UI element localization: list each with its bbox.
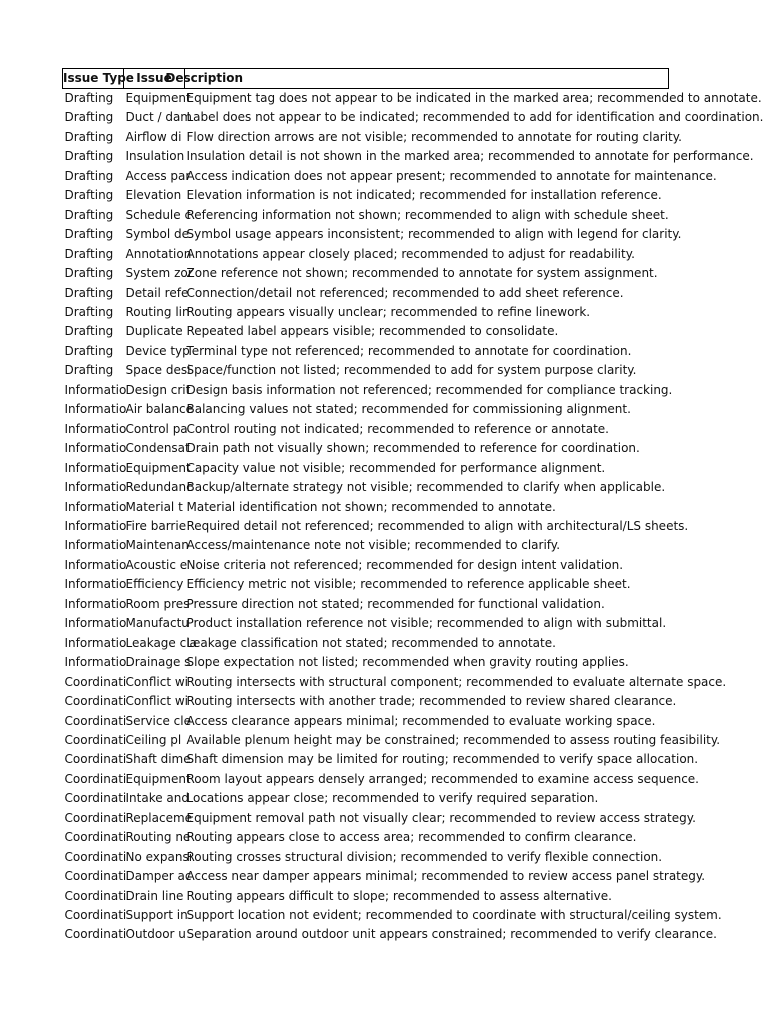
cell-issue[interactable]: Equipment	[125, 771, 191, 786]
table-row	[63, 264, 669, 283]
cell-issue-type[interactable]: Coordinati	[64, 713, 127, 728]
cell-description[interactable]: Repeated label appears visible; recommended to consolidate.	[186, 324, 559, 339]
cell-issue-type[interactable]: Drafting	[64, 246, 114, 261]
table-row	[63, 770, 669, 789]
cell-issue-type[interactable]: Drafting	[64, 285, 114, 300]
table-row	[63, 498, 669, 517]
cell-description[interactable]: Separation around outdoor unit appears constrained; recommended to verify clearance.	[186, 927, 717, 942]
cell-issue-type[interactable]: Coordinati	[64, 810, 127, 825]
table-row	[63, 342, 669, 361]
table-row	[63, 848, 669, 867]
table-row	[63, 439, 669, 458]
cell-issue-type[interactable]: Drafting	[64, 227, 114, 242]
cell-issue-type[interactable]: Informatio	[64, 635, 127, 650]
cell-issue[interactable]: Leakage cla	[125, 635, 197, 650]
cell-description[interactable]: Locations appear close; recommended to verify required separation.	[186, 791, 599, 806]
cell-issue[interactable]: Elevation	[125, 188, 182, 203]
cell-description[interactable]: Capacity value not visible; recommended for performance alignment.	[186, 460, 606, 475]
table-row	[63, 828, 669, 847]
cell-issue[interactable]: System zor	[125, 266, 193, 281]
cell-issue[interactable]: Service cle	[125, 713, 191, 728]
cell-description[interactable]: Access indication does not appear present; recommended to annotate for maintenance.	[186, 168, 717, 183]
table-row	[63, 750, 669, 769]
cell-issue[interactable]: Conflict wi	[125, 694, 188, 709]
cell-issue[interactable]: Fire barrie	[125, 518, 187, 533]
cell-issue-type[interactable]: Drafting	[64, 304, 114, 319]
cell-issue-type[interactable]: Drafting	[64, 168, 114, 183]
cell-issue-type[interactable]: Drafting	[64, 207, 114, 222]
cell-description[interactable]: Routing appears close to access area; recommended to confirm clearance.	[186, 830, 637, 845]
cell-description[interactable]: Routing intersects with structural component; recommended to evaluate alternate space.	[186, 674, 727, 689]
cell-issue-type[interactable]: Drafting	[64, 188, 114, 203]
table-row	[63, 653, 669, 672]
cell-issue[interactable]: Design crit	[125, 382, 191, 397]
cell-issue[interactable]: Annotation	[125, 246, 192, 261]
cell-description[interactable]: Slope expectation not listed; recommended when gravity routing applies.	[186, 655, 629, 670]
cell-description[interactable]: Shaft dimension may be limited for routing; recommended to verify space allocation.	[186, 752, 699, 767]
cell-issue-type[interactable]: Informatio	[64, 557, 127, 572]
cell-description[interactable]: Control routing not indicated; recommended to reference or annotate.	[186, 421, 609, 436]
cell-description[interactable]: Annotations appear closely placed; recommended to adjust for readability.	[186, 246, 635, 261]
table-row	[63, 789, 669, 808]
cell-issue-type[interactable]: Drafting	[64, 266, 114, 281]
cell-issue-type[interactable]: Informatio	[64, 480, 127, 495]
cell-description[interactable]: Available plenum height may be constrained; recommended to assess routing feasibility.	[186, 732, 721, 747]
cell-description[interactable]: Backup/alternate strategy not visible; recommended to clarify when applicable.	[186, 480, 666, 495]
cell-issue[interactable]: Drain line	[125, 888, 184, 903]
cell-description[interactable]: Pressure direction not stated; recommended for functional validation.	[186, 596, 605, 611]
cell-issue[interactable]: No expansi	[125, 849, 193, 864]
cell-description[interactable]: Routing crosses structural division; recommended to verify flexible connection.	[186, 849, 663, 864]
cell-issue-type[interactable]: Informatio	[64, 382, 127, 397]
table-row	[63, 595, 669, 614]
table-row	[63, 731, 669, 750]
cell-description[interactable]: Drain path not visually shown; recommended to reference for coordination.	[186, 441, 640, 456]
table-row	[63, 89, 669, 109]
cell-description[interactable]: Routing appears visually unclear; recommended to refine linework.	[186, 304, 591, 319]
cell-description[interactable]: Design basis information not referenced; recommended for compliance tracking.	[186, 382, 673, 397]
table-row	[63, 906, 669, 925]
cell-issue[interactable]: Shaft dime	[125, 752, 191, 767]
table-row	[63, 887, 669, 906]
table-row	[63, 673, 669, 692]
table-row	[63, 634, 669, 653]
cell-description[interactable]: Zone reference not shown; recommended to annotate for system assignment.	[186, 266, 658, 281]
cell-issue[interactable]: Schedule c	[125, 207, 192, 222]
cell-issue[interactable]: Condensat	[125, 441, 190, 456]
cell-description[interactable]: Noise criteria not referenced; recommended for design intent validation.	[186, 557, 624, 572]
cell-description[interactable]: Label does not appear to be indicated; recommended to add for identification and coordination.	[186, 110, 764, 125]
cell-issue[interactable]: Support in	[125, 908, 188, 923]
cell-issue[interactable]: Efficiency	[125, 577, 184, 592]
cell-issue[interactable]: Access par	[125, 168, 191, 183]
table-row	[63, 575, 669, 594]
cell-issue[interactable]: Material t	[125, 499, 183, 514]
cell-description[interactable]: Support location not evident; recommended to coordinate with structural/ceiling system.	[186, 908, 722, 923]
cell-issue-type[interactable]: Drafting	[64, 149, 114, 164]
cell-issue[interactable]: Symbol de	[125, 227, 190, 242]
cell-issue-type[interactable]: Coordinati	[64, 869, 127, 884]
header-row	[63, 69, 669, 89]
cell-description[interactable]: Routing intersects with another trade; recommended to review shared clearance.	[186, 694, 677, 709]
table-row	[63, 478, 669, 497]
cell-issue-type[interactable]: Informatio	[64, 596, 127, 611]
cell-description[interactable]: Access near damper appears minimal; recommended to review access panel strategy.	[186, 869, 706, 884]
cell-description[interactable]: Equipment tag does not appear to be indicated in the marked area; recommended to annotate.	[186, 91, 762, 105]
cell-description[interactable]: Leakage classification not stated; recommended to annotate.	[186, 635, 556, 650]
cell-description[interactable]: Product installation reference not visible; recommended to align with submittal.	[186, 616, 667, 631]
cell-issue[interactable]: Drainage s	[125, 655, 191, 670]
cell-description[interactable]: Referencing information not shown; recommended to align with schedule sheet.	[186, 207, 669, 222]
table-row	[63, 459, 669, 478]
cell-issue[interactable]: Replaceme	[125, 810, 193, 825]
cell-issue-type[interactable]: Informatio	[64, 518, 127, 533]
cell-issue[interactable]: Air balance	[125, 402, 194, 417]
cell-issue-type[interactable]: Informatio	[64, 421, 127, 436]
cell-description[interactable]: Room layout appears densely arranged; recommended to examine access sequence.	[186, 771, 699, 786]
table-row	[63, 128, 669, 147]
cell-issue[interactable]: Duct / dam	[125, 110, 192, 125]
cell-issue-type[interactable]: Drafting	[64, 343, 114, 358]
cell-issue[interactable]: Insulation	[125, 149, 185, 164]
cell-description[interactable]: Access/maintenance note not visible; recommended to clarify.	[186, 538, 561, 553]
table-row	[63, 303, 669, 322]
cell-issue[interactable]: Equipment	[125, 91, 191, 105]
cell-issue[interactable]: Control pa	[125, 421, 188, 436]
cell-issue-type[interactable]: Coordinati	[64, 849, 127, 864]
cell-issue-type[interactable]: Informatio	[64, 460, 127, 475]
cell-description[interactable]: Flow direction arrows are not visible; recommended to annotate for routing clarity.	[186, 129, 682, 144]
cell-issue-type[interactable]: Drafting	[64, 324, 114, 339]
cell-issue[interactable]: Maintenan	[125, 538, 189, 553]
cell-issue-type[interactable]: Informatio	[64, 402, 127, 417]
cell-issue-type[interactable]: Coordinati	[64, 791, 127, 806]
issues-table	[62, 68, 764, 945]
table-body	[63, 89, 764, 945]
table-row	[63, 284, 669, 303]
cell-issue-type[interactable]: Coordinati	[64, 694, 127, 709]
table-row	[63, 245, 669, 264]
cell-issue-type[interactable]: Coordinati	[64, 732, 127, 747]
cell-description[interactable]: Routing appears difficult to slope; recommended to assess alternative.	[186, 888, 612, 903]
cell-issue[interactable]: Intake and	[125, 791, 189, 806]
table-row	[63, 147, 669, 166]
cell-issue[interactable]: Device typ	[125, 343, 190, 358]
cell-issue[interactable]: Conflict wi	[125, 674, 188, 689]
cell-issue[interactable]: Redundanc	[125, 480, 193, 495]
header-description-label: Description	[165, 71, 243, 85]
table-row	[63, 400, 669, 419]
table-row	[63, 420, 669, 439]
cell-issue-type[interactable]: Coordinati	[64, 888, 127, 903]
cell-issue-type[interactable]: Informatio	[64, 499, 127, 514]
cell-issue-type[interactable]: Informatio	[64, 616, 127, 631]
table-row	[63, 614, 669, 633]
cell-issue[interactable]: Duplicate	[125, 324, 183, 339]
cell-issue[interactable]: Space desi	[125, 363, 191, 378]
cell-description[interactable]: Required detail not referenced; recommended to align with architectural/LS sheets.	[186, 518, 689, 533]
cell-issue[interactable]: Damper ac	[125, 869, 192, 884]
cell-issue-type[interactable]: Informatio	[64, 538, 127, 553]
table-row	[63, 206, 669, 225]
cell-issue[interactable]: Room pres	[125, 596, 190, 611]
cell-description[interactable]: Equipment removal path not visually clear; recommended to review access strategy.	[186, 810, 696, 825]
cell-issue-type[interactable]: Drafting	[64, 129, 114, 144]
table-row	[63, 867, 669, 886]
table-row	[63, 536, 669, 555]
cell-issue[interactable]: Acoustic e	[125, 557, 188, 572]
table-row	[63, 361, 669, 380]
table-row	[63, 322, 669, 341]
table-row	[63, 381, 669, 400]
table-row	[63, 556, 669, 575]
cell-issue-type[interactable]: Coordinati	[64, 830, 127, 845]
cell-description[interactable]: Terminal type not referenced; recommended to annotate for coordination.	[186, 343, 632, 358]
table-row	[63, 517, 669, 536]
table-row	[63, 167, 669, 186]
cell-description[interactable]: Elevation information is not indicated; recommended for installation reference.	[186, 188, 662, 203]
cell-issue[interactable]: Ceiling pl	[125, 732, 182, 747]
cell-issue[interactable]: Equipment	[125, 460, 191, 475]
cell-issue[interactable]: Routing ne	[125, 830, 191, 845]
cell-issue-type[interactable]: Coordinati	[64, 752, 127, 767]
cell-issue-type[interactable]: Coordinati	[64, 908, 127, 923]
cell-issue-type[interactable]: Informatio	[64, 441, 127, 456]
cell-description[interactable]: Symbol usage appears inconsistent; recommended to align with legend for clarity.	[186, 227, 682, 242]
cell-issue-type[interactable]: Coordinati	[64, 674, 127, 689]
cell-issue[interactable]: Outdoor u	[125, 927, 186, 942]
table-row	[63, 925, 669, 944]
header-issue[interactable]: Issue	[124, 69, 185, 89]
cell-issue-type[interactable]: Informatio	[64, 655, 127, 670]
cell-description[interactable]: Connection/detail not referenced; recommended to add sheet reference.	[186, 285, 624, 300]
cell-description[interactable]: Material identification not shown; recommended to annotate.	[186, 499, 556, 514]
cell-issue-type[interactable]: Informatio	[64, 577, 127, 592]
cell-issue[interactable]: Detail refe	[125, 285, 189, 300]
table-row	[63, 186, 669, 205]
cell-issue-type[interactable]: Coordinati	[64, 927, 127, 942]
cell-description[interactable]: Access clearance appears minimal; recommended to evaluate working space.	[186, 713, 656, 728]
cell-issue-type[interactable]: Drafting	[64, 110, 114, 125]
cell-issue[interactable]: Routing lin	[125, 304, 190, 319]
cell-description[interactable]: Space/function not listed; recommended to add for system purpose clarity.	[186, 363, 637, 378]
cell-issue-type[interactable]: Drafting	[64, 91, 114, 105]
cell-issue-type[interactable]: Coordinati	[64, 771, 127, 786]
spreadsheet-sheet	[62, 68, 764, 945]
table-row	[63, 692, 669, 711]
cell-issue[interactable]: Manufactu	[125, 616, 189, 631]
cell-description[interactable]: Insulation detail is not shown in the marked area; recommended to annotate for performance.	[186, 149, 754, 164]
cell-issue-type[interactable]: Drafting	[64, 363, 114, 378]
cell-issue[interactable]: Airflow di	[125, 129, 182, 144]
header-description[interactable]	[165, 69, 669, 89]
table-row	[63, 809, 669, 828]
header-issue-type[interactable]: Issue Type	[63, 69, 124, 89]
cell-description[interactable]: Balancing values not stated; recommended for commissioning alignment.	[186, 402, 631, 417]
cell-description[interactable]: Efficiency metric not visible; recommended to reference applicable sheet.	[186, 577, 631, 592]
table-row	[63, 712, 669, 731]
table-row	[63, 108, 669, 127]
table-row	[63, 225, 669, 244]
